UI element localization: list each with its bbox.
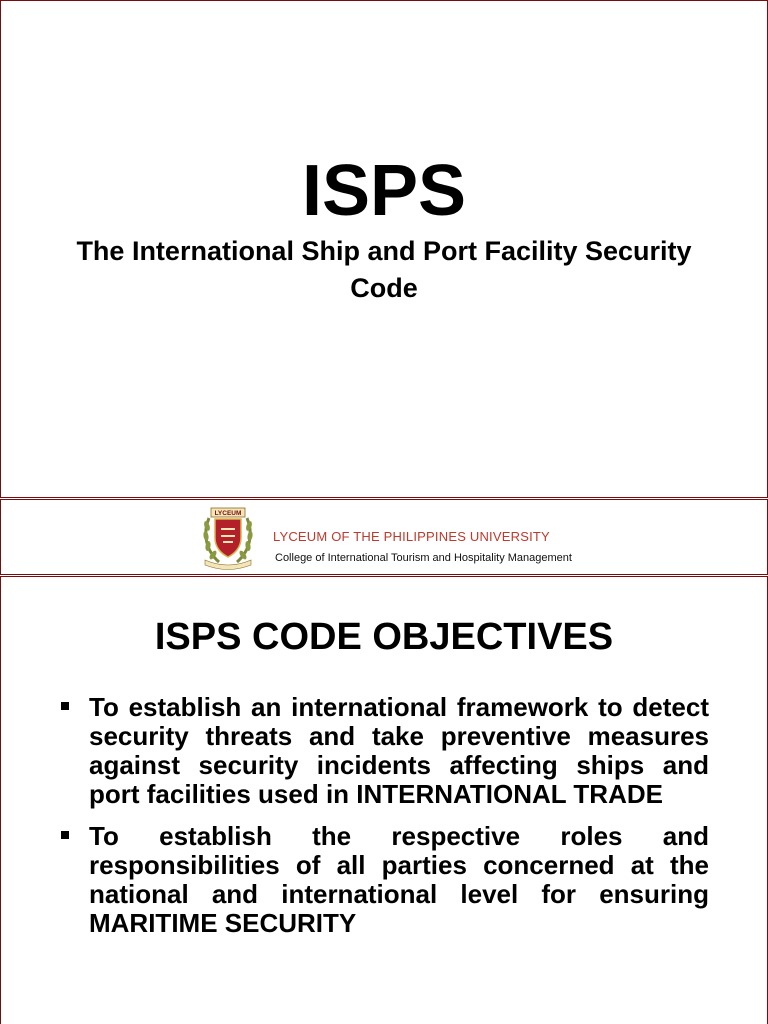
objectives-title: ISPS CODE OBJECTIVES: [154, 616, 614, 658]
title-slide: [0, 0, 768, 498]
objectives-list: [59, 693, 709, 951]
list-item: [59, 822, 709, 938]
college-name: College of International Tourism and Hospitality Management: [275, 552, 572, 564]
lyceum-logo-icon: [199, 504, 257, 570]
square-bullet-icon: [61, 831, 69, 839]
svg-text:LYCEUM: LYCEUM: [214, 510, 242, 517]
university-banner: [0, 499, 768, 575]
objective-text: To establish an international framework to detect security threats and take preventive measures against security incidents affecting ships and port facilities used in INTERNATIONAL TRADE: [89, 692, 709, 809]
slide-subtitle: The International Ship and Port Facility Security Code: [76, 236, 692, 303]
objective-text: To establish the respective roles and responsibilities of all parties concerned at the national and international level for ensuring MARITIME SECURITY: [89, 821, 709, 938]
square-bullet-icon: [61, 702, 69, 710]
objectives-slide: [0, 576, 768, 1024]
slide-title: ISPS: [301, 151, 467, 231]
list-item: [59, 693, 709, 809]
university-name: LYCEUM OF THE PHILIPPINES UNIVERSITY: [273, 529, 550, 544]
